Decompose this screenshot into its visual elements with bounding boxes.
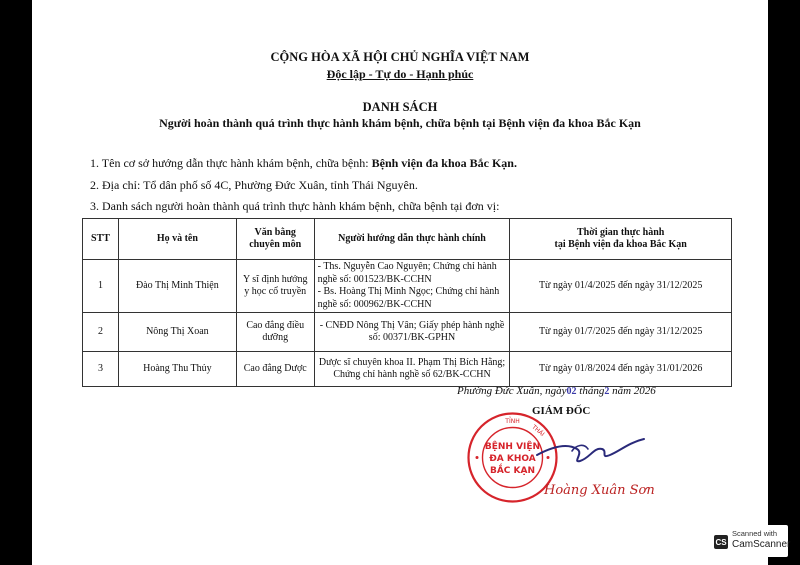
header-instructor: Người hướng dẫn thực hành chính: [314, 219, 510, 260]
document-title: DANH SÁCH: [362, 100, 438, 114]
cell-instructor: - CNĐD Nông Thị Vân; Giấy phép hành nghề số: 00371/BK-GPHN: [314, 313, 510, 352]
cell-stt: 2: [83, 313, 119, 352]
cell-degree: Y sĩ định hướng y học cổ truyền: [236, 260, 314, 313]
item-list: 3. Danh sách người hoàn thành quá trình thực hành khám bệnh, chữa bệnh tại đơn vị:: [90, 199, 500, 213]
item-facility-value: Bệnh viện đa khoa Bắc Kạn.: [371, 156, 517, 170]
header-period: [510, 219, 732, 260]
cell-period: Từ ngày 01/4/2025 đến ngày 31/12/2025: [510, 260, 732, 313]
date-day: 02: [566, 386, 577, 397]
instructor-line: - Bs. Hoàng Thị Minh Ngọc; Chứng chỉ hành nghề số: 000962/BK-CCHN: [317, 286, 500, 310]
date-month: 2: [604, 386, 610, 397]
header-period-line2: tại Bệnh viện đa khoa Bắc Kạn: [554, 239, 687, 250]
cell-instructor: Dược sĩ chuyên khoa II. Phạm Thị Bích Hằng; Chứng chỉ hành nghề số 62/BK-CCHN: [314, 352, 510, 387]
camscanner-watermark: [710, 525, 791, 557]
stamp-line3: BẮC KẠN: [489, 466, 536, 476]
cell-name: Hoàng Thu Thủy: [118, 352, 236, 387]
stamp-line2: ĐA KHOA: [489, 454, 536, 464]
practitioner-table: [82, 218, 732, 387]
national-motto: [32, 67, 768, 82]
instructor-line: - Ths. Nguyễn Cao Nguyên; Chứng chỉ hành nghề số: 001523/BK-CCHN: [317, 261, 497, 285]
cell-instructor: [314, 260, 510, 313]
place-text: Phường Đức Xuân, ngày: [457, 385, 567, 397]
national-title: CỘNG HÒA XÃ HỘI CHỦ NGHĨA VIỆT NAM: [270, 50, 530, 64]
table-row: [83, 313, 732, 352]
stamp-right-text: THÁI: [530, 423, 546, 439]
signer-name: Hoàng Xuân Sơn: [544, 483, 655, 498]
stamp-top-text: TỈNH: [505, 418, 520, 425]
header-name: Họ và tên: [118, 219, 236, 260]
cell-name: Nông Thị Xoan: [118, 313, 236, 352]
header-period-line1: Thời gian thực hành: [576, 226, 665, 238]
camscanner-logo-icon: [714, 535, 728, 549]
month-word: tháng: [576, 385, 605, 397]
cell-period: Từ ngày 01/8/2024 đến ngày 31/01/2026: [510, 352, 732, 387]
motto-text: Độc lập - Tự do - Hạnh phúc: [326, 67, 474, 81]
table-row: [83, 260, 732, 313]
item-address: 2. Địa chỉ: Tổ dân phố số 4C, Phường Đức Xuân, tỉnh Thái Nguyên.: [90, 178, 418, 192]
stamp-line1: BỆNH VIỆN: [484, 442, 541, 452]
handwritten-signature: [532, 425, 652, 485]
item-facility-label: 1. Tên cơ sở hướng dẫn thực hành khám bệnh, chữa bệnh:: [90, 156, 372, 170]
watermark-line1: Scanned with: [732, 529, 778, 538]
cell-stt: 1: [83, 260, 119, 313]
svg-text:CS: CS: [715, 538, 727, 547]
watermark-line2: CamScanner: [732, 539, 791, 550]
cell-degree: Cao đẳng Dược: [236, 352, 314, 387]
cell-period: Từ ngày 01/7/2025 đến ngày 31/12/2025: [510, 313, 732, 352]
header-degree: Văn bằng chuyên môn: [236, 219, 314, 260]
header-stt: STT: [83, 219, 119, 260]
table-header-row: [83, 219, 732, 260]
document-page: [32, 0, 768, 565]
cell-name: Đào Thị Minh Thiện: [118, 260, 236, 313]
cell-stt: 3: [83, 352, 119, 387]
cell-degree: Cao đẳng điều dưỡng: [236, 313, 314, 352]
signer-role: GIÁM ĐỐC: [532, 405, 591, 417]
place-date: [457, 385, 656, 397]
table-row: [83, 352, 732, 387]
document-subtitle: Người hoàn thành quá trình thực hành khám bệnh, chữa bệnh tại Bệnh viện đa khoa Bắc Kạn: [159, 116, 641, 130]
item-facility: [90, 156, 517, 171]
year-text: năm 2026: [609, 385, 656, 397]
